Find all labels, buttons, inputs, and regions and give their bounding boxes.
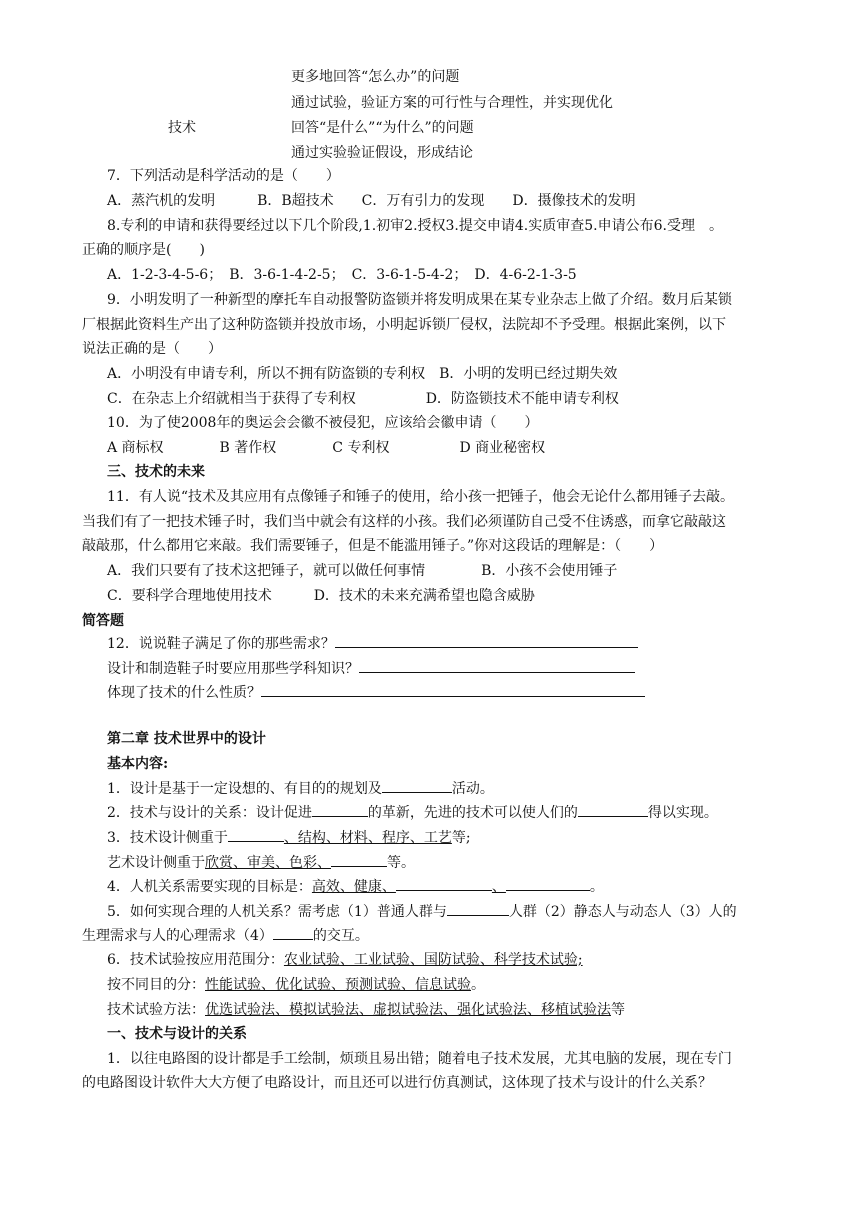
- answer-blank[interactable]: [335, 633, 638, 648]
- content-text: 性能试验、优化试验、预测试验、信息试验: [205, 977, 471, 993]
- question-8-options: A．1-2-3-4-5-6； B．3-6-1-4-2-5； C．3-6-1-5-4-2； D．4-6-2-1-3-5: [107, 267, 577, 283]
- section-heading: 一、技术与设计的关系: [107, 1026, 247, 1042]
- answer-blank[interactable]: [447, 901, 509, 916]
- question-11-continued: 当我们有了一把技术锤子时，我们当中就会有这样的小孩。我们必须谨防自己受不住诱惑，而拿它敲敲这: [82, 514, 726, 530]
- content-text: 人群（2）静态人与动态人（3）人的: [508, 904, 737, 920]
- table-row-text: 通过试验，验证方案的可行性与合理性，并实现优化: [291, 95, 613, 111]
- question-1: 1．以往电路图的设计都是手工绘制，烦琐且易出错；随着电子技术发展，尤其电脑的发展，现在专门: [107, 1051, 732, 1067]
- content-text: 的交互。: [312, 928, 369, 944]
- content-text: 、: [491, 879, 506, 895]
- answer-blank[interactable]: [228, 827, 284, 842]
- question-12: [107, 658, 635, 679]
- content-item: [107, 901, 737, 922]
- content-item: [107, 852, 415, 873]
- content-text: 活动。: [451, 781, 494, 797]
- section-heading: 简答题: [82, 613, 124, 629]
- content-item: [107, 778, 494, 799]
- question-8: 8.专利的申请和获得要经过以下几个阶段,1.初审2.授权3.提交申请4.实质审查5.申请公布6.受理 。: [107, 218, 723, 234]
- table-row-text: 更多地回答“怎么办”的问题: [291, 69, 460, 85]
- content-text: 优选试验法、模拟试验法、虚拟试验法、强化试验法、移植试验法: [205, 1002, 611, 1018]
- question-12-text: 体现了技术的什么性质？: [107, 685, 261, 701]
- question-10: 10．为了使2008年的奥运会会徽不被侵犯，应该给会徽申请（ ）: [107, 415, 539, 431]
- content-item: [107, 1000, 625, 1020]
- content-text: 1．设计是基于一定设想的、有目的的规划及: [107, 781, 382, 797]
- content-text: 生理需求与人的心理需求（4）: [82, 928, 273, 944]
- content-text: 等;: [451, 830, 471, 846]
- chapter-title: 第二章 技术世界中的设计: [107, 731, 266, 747]
- content-text: 高效、健康、: [311, 879, 396, 895]
- content-text: 6．技术试验按应用范围分：: [107, 952, 284, 968]
- table-row-text: 通过实验验证假设，形成结论: [291, 145, 473, 161]
- question-7: 7．下列活动是科学活动的是（ ）: [107, 168, 340, 184]
- question-11-options: A．我们只要有了技术这把锤子，就可以做任何事情 B．小孩不会使用锤子: [107, 563, 618, 579]
- content-text: 的革新，先进的技术可以使人们的: [367, 805, 578, 821]
- content-text: 。: [589, 879, 604, 895]
- answer-blank[interactable]: [382, 778, 452, 793]
- question-12-text: 12．说说鞋子满足了你的那些需求？: [107, 636, 335, 652]
- answer-blank[interactable]: [359, 658, 635, 673]
- question-8-continued: 正确的顺序是( ): [82, 242, 205, 258]
- question-7-options: A．蒸汽机的发明 B．B超技术 C．万有引力的发现 D．摄像技术的发明: [107, 193, 636, 209]
- answer-blank[interactable]: [261, 682, 645, 697]
- content-text: 按不同目的分：: [107, 977, 205, 993]
- question-12-text: 设计和制造鞋子时要应用那些学科知识？: [107, 661, 359, 677]
- subheading: 基本内容:: [107, 756, 169, 772]
- question-10-options: A 商标权 B 著作权 C 专利权 D 商业秘密权: [107, 440, 546, 456]
- question-11-options: C．要科学合理地使用技术 D．技术的未来充满希望也隐含威胁: [107, 588, 535, 604]
- answer-blank[interactable]: [312, 802, 368, 817]
- content-item: [107, 876, 604, 897]
- question-9-continued: 说法正确的是（ ）: [82, 341, 222, 357]
- question-9-options: C．在杂志上介绍就相当于获得了专利权 D．防盗锁技术不能申请专利权: [107, 391, 619, 407]
- content-text: 等。: [387, 855, 415, 871]
- answer-blank[interactable]: [578, 802, 648, 817]
- content-text: 3．技术设计侧重于: [107, 830, 228, 846]
- content-text: 4．人机关系需要实现的目标是：: [107, 879, 312, 895]
- content-text: 2．技术与设计的关系：设计促进: [107, 805, 312, 821]
- content-item: [107, 827, 471, 848]
- question-11: 11．有人说“技术及其应用有点像锤子和锤子的使用，给小孩一把锤子，他会无论什么都用锤子去敲。: [107, 489, 734, 505]
- content-text: 艺术设计侧重于: [107, 855, 205, 871]
- table-row-text: 回答“是什么”“为什么”的问题: [291, 120, 474, 136]
- content-text: 、结构、材料、程序、工艺: [283, 830, 452, 846]
- content-item: [107, 950, 583, 970]
- answer-blank[interactable]: [273, 925, 313, 940]
- table-row-label: 技术: [168, 120, 196, 136]
- content-item: [107, 975, 485, 995]
- content-text: 欣赏、审美、色彩、: [205, 855, 331, 871]
- question-9: 9．小明发明了一种新型的摩托车自动报警防盗锁并将发明成果在某专业杂志上做了介绍。数月后某锁: [107, 292, 732, 308]
- answer-blank[interactable]: [396, 876, 492, 891]
- question-9-options: A．小明没有申请专利，所以不拥有防盗锁的专利权 B．小明的发明已经过期失效: [107, 366, 618, 382]
- answer-blank[interactable]: [506, 876, 590, 891]
- question-12: [107, 682, 645, 703]
- content-item: [82, 925, 369, 946]
- section-heading: 三、技术的未来: [107, 464, 205, 480]
- question-9-continued: 厂根据此资料生产出了这种防盗锁并投放市场，小明起诉锁厂侵权，法院却不予受理。根据此案例，以下: [82, 317, 726, 333]
- question-11-continued: 敲敲那，什么都用它来敲。我们需要锤子，但是不能滥用锤子。”你对这段话的理解是：（ ）: [82, 538, 664, 554]
- content-item: [107, 802, 718, 823]
- content-text: 等: [611, 1002, 625, 1018]
- content-text: 5．如何实现合理的人机关系？需考虑（1）普通人群与: [107, 904, 447, 920]
- answer-blank[interactable]: [331, 852, 387, 867]
- content-text: 得以实现。: [647, 805, 718, 821]
- content-text: 。: [471, 977, 485, 993]
- question-12: [107, 633, 638, 654]
- question-1-continued: 的电路图设计软件大大方便了电路设计，而且还可以进行仿真测试，这体现了技术与设计的什么关系？: [82, 1075, 712, 1091]
- content-text: 技术试验方法：: [107, 1002, 205, 1018]
- content-text: 农业试验、工业试验、国防试验、科学技术试验;: [283, 952, 583, 968]
